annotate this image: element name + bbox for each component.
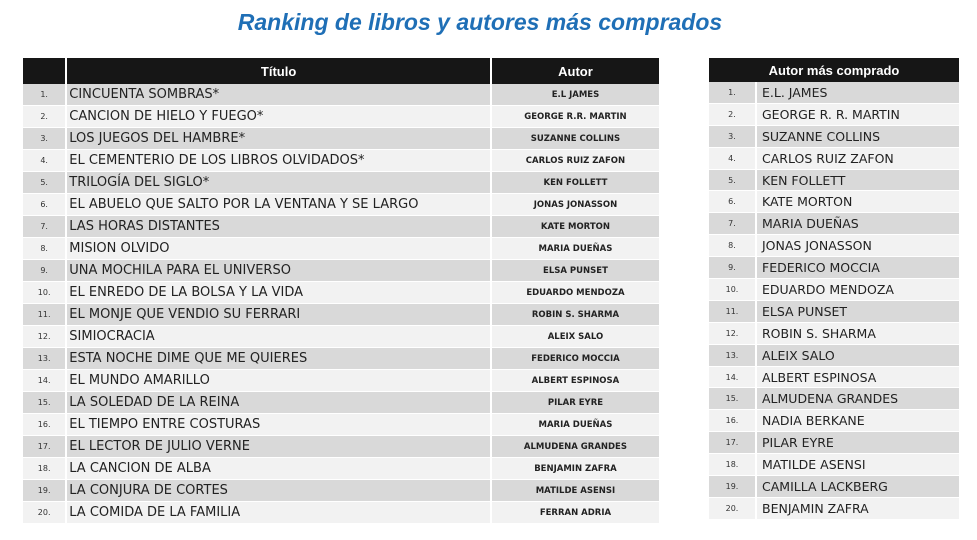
title-cell: EL ABUELO QUE SALTO POR LA VENTANA Y SE LARGO <box>67 194 492 216</box>
title-cell: LA COMIDA DE LA FAMILIA <box>67 502 492 524</box>
rank-cell: 14. <box>709 367 757 389</box>
table-row <box>23 282 659 304</box>
author-cell: ALBERT ESPINOSA <box>492 370 659 392</box>
author-name-cell: FEDERICO MOCCIA <box>757 257 959 279</box>
title-cell: CINCUENTA SOMBRAS* <box>67 84 492 106</box>
author-cell: CARLOS RUIZ ZAFON <box>492 150 659 172</box>
author-name-cell: ROBIN S. SHARMA <box>757 323 959 345</box>
rank-cell: 17. <box>709 432 757 454</box>
author-name-cell: EDUARDO MENDOZA <box>757 279 959 301</box>
list-item <box>709 410 959 432</box>
table-row <box>23 392 659 414</box>
list-item <box>709 148 959 170</box>
rank-cell: 1. <box>709 82 757 104</box>
title-cell: LA CANCION DE ALBA <box>67 458 492 480</box>
table-row <box>23 480 659 502</box>
table-row <box>23 106 659 128</box>
list-item <box>709 82 959 104</box>
rank-cell: 11. <box>709 301 757 323</box>
author-cell: ALMUDENA GRANDES <box>492 436 659 458</box>
title-cell: LA SOLEDAD DE LA REINA <box>67 392 492 414</box>
author-cell: FEDERICO MOCCIA <box>492 348 659 370</box>
list-item <box>709 323 959 345</box>
list-item <box>709 476 959 498</box>
table-row <box>23 216 659 238</box>
author-cell: ROBIN S. SHARMA <box>492 304 659 326</box>
title-cell: EL TIEMPO ENTRE COSTURAS <box>67 414 492 436</box>
author-name-cell: MARIA DUEÑAS <box>757 213 959 235</box>
author-name-cell: CAMILLA LACKBERG <box>757 476 959 498</box>
rank-cell: 20. <box>23 502 67 524</box>
list-item <box>709 279 959 301</box>
author-name-cell: SUZANNE COLLINS <box>757 126 959 148</box>
rank-cell: 9. <box>709 257 757 279</box>
rank-cell: 8. <box>23 238 67 260</box>
page-title: Ranking de libros y autores más comprados <box>237 9 723 35</box>
list-item <box>709 170 959 192</box>
rank-cell: 6. <box>23 194 67 216</box>
authors-table-header-row <box>709 58 959 82</box>
rank-cell: 4. <box>23 150 67 172</box>
table-row <box>23 150 659 172</box>
rank-cell: 3. <box>23 128 67 150</box>
top-authors-table <box>709 58 959 520</box>
table-row <box>23 172 659 194</box>
rank-cell: 5. <box>709 170 757 192</box>
author-cell: PILAR EYRE <box>492 392 659 414</box>
title-cell: EL MONJE QUE VENDIO SU FERRARI <box>67 304 492 326</box>
rank-cell: 6. <box>709 191 757 213</box>
rank-cell: 9. <box>23 260 67 282</box>
list-item <box>709 235 959 257</box>
author-name-cell: KEN FOLLETT <box>757 170 959 192</box>
table-row <box>23 128 659 150</box>
rank-cell: 17. <box>23 436 67 458</box>
list-item <box>709 126 959 148</box>
title-cell: TRILOGÍA DEL SIGLO* <box>67 172 492 194</box>
list-item <box>709 104 959 126</box>
books-ranking-table <box>23 58 659 524</box>
rank-cell: 20. <box>709 498 757 520</box>
rank-cell: 16. <box>23 414 67 436</box>
rank-cell: 12. <box>23 326 67 348</box>
rank-cell: 4. <box>709 148 757 170</box>
top-authors-header: Autor más comprado <box>709 58 959 82</box>
author-name-cell: NADIA BERKANE <box>757 410 959 432</box>
rank-cell: 7. <box>23 216 67 238</box>
author-name-cell: JONAS JONASSON <box>757 235 959 257</box>
rank-cell: 2. <box>709 104 757 126</box>
title-cell: EL CEMENTERIO DE LOS LIBROS OLVIDADOS* <box>67 150 492 172</box>
author-cell: EDUARDO MENDOZA <box>492 282 659 304</box>
rank-cell: 18. <box>23 458 67 480</box>
table-row <box>23 194 659 216</box>
rank-cell: 15. <box>709 388 757 410</box>
author-name-cell: GEORGE R. R. MARTIN <box>757 104 959 126</box>
author-cell: KEN FOLLETT <box>492 172 659 194</box>
title-cell: LAS HORAS DISTANTES <box>67 216 492 238</box>
list-item <box>709 367 959 389</box>
author-name-cell: ELSA PUNSET <box>757 301 959 323</box>
table-row <box>23 370 659 392</box>
table-row <box>23 238 659 260</box>
rank-header <box>23 58 67 84</box>
rank-cell: 13. <box>23 348 67 370</box>
rank-cell: 16. <box>709 410 757 432</box>
rank-cell: 12. <box>709 323 757 345</box>
author-name-cell: BENJAMIN ZAFRA <box>757 498 959 520</box>
table-row <box>23 436 659 458</box>
author-cell: BENJAMIN ZAFRA <box>492 458 659 480</box>
author-cell: MATILDE ASENSI <box>492 480 659 502</box>
books-table-header-row <box>23 58 659 84</box>
rank-cell: 8. <box>709 235 757 257</box>
list-item <box>709 432 959 454</box>
title-cell: EL MUNDO AMARILLO <box>67 370 492 392</box>
list-item <box>709 345 959 367</box>
table-row <box>23 304 659 326</box>
rank-cell: 18. <box>709 454 757 476</box>
table-row <box>23 348 659 370</box>
title-cell: CANCION DE HIELO Y FUEGO* <box>67 106 492 128</box>
author-cell: E.L JAMES <box>492 84 659 106</box>
list-item <box>709 257 959 279</box>
title-cell: SIMIOCRACIA <box>67 326 492 348</box>
author-name-cell: KATE MORTON <box>757 191 959 213</box>
title-cell: EL ENREDO DE LA BOLSA Y LA VIDA <box>67 282 492 304</box>
table-row <box>23 502 659 524</box>
author-cell: FERRAN ADRIA <box>492 502 659 524</box>
author-cell: MARIA DUEÑAS <box>492 238 659 260</box>
list-item <box>709 301 959 323</box>
author-name-cell: ALEIX SALO <box>757 345 959 367</box>
rank-cell: 10. <box>23 282 67 304</box>
authors-table-body <box>709 82 959 520</box>
rank-cell: 2. <box>23 106 67 128</box>
author-cell: SUZANNE COLLINS <box>492 128 659 150</box>
author-cell: ELSA PUNSET <box>492 260 659 282</box>
rank-cell: 11. <box>23 304 67 326</box>
rank-cell: 5. <box>23 172 67 194</box>
table-row <box>23 84 659 106</box>
table-row <box>23 458 659 480</box>
list-item <box>709 454 959 476</box>
title-cell: UNA MOCHILA PARA EL UNIVERSO <box>67 260 492 282</box>
rank-cell: 13. <box>709 345 757 367</box>
author-name-cell: PILAR EYRE <box>757 432 959 454</box>
author-name-cell: CARLOS RUIZ ZAFON <box>757 148 959 170</box>
title-header: Título <box>67 58 492 84</box>
books-table-body <box>23 84 659 524</box>
rank-cell: 19. <box>23 480 67 502</box>
list-item <box>709 213 959 235</box>
author-name-cell: ALBERT ESPINOSA <box>757 367 959 389</box>
rank-cell: 1. <box>23 84 67 106</box>
title-cell: ESTA NOCHE DIME QUE ME QUIERES <box>67 348 492 370</box>
author-cell: ALEIX SALO <box>492 326 659 348</box>
author-cell: GEORGE R.R. MARTIN <box>492 106 659 128</box>
title-cell: LA CONJURA DE CORTES <box>67 480 492 502</box>
title-cell: LOS JUEGOS DEL HAMBRE* <box>67 128 492 150</box>
list-item <box>709 498 959 520</box>
rank-cell: 15. <box>23 392 67 414</box>
author-header: Autor <box>492 58 659 84</box>
list-item <box>709 388 959 410</box>
title-cell: EL LECTOR DE JULIO VERNE <box>67 436 492 458</box>
rank-cell: 10. <box>709 279 757 301</box>
author-name-cell: MATILDE ASENSI <box>757 454 959 476</box>
author-cell: MARIA DUEÑAS <box>492 414 659 436</box>
author-name-cell: ALMUDENA GRANDES <box>757 388 959 410</box>
title-cell: MISION OLVIDO <box>67 238 492 260</box>
author-name-cell: E.L. JAMES <box>757 82 959 104</box>
rank-cell: 7. <box>709 213 757 235</box>
table-row <box>23 260 659 282</box>
rank-cell: 14. <box>23 370 67 392</box>
rank-cell: 19. <box>709 476 757 498</box>
list-item <box>709 191 959 213</box>
table-row <box>23 414 659 436</box>
author-cell: JONAS JONASSON <box>492 194 659 216</box>
table-row <box>23 326 659 348</box>
author-cell: KATE MORTON <box>492 216 659 238</box>
rank-cell: 3. <box>709 126 757 148</box>
